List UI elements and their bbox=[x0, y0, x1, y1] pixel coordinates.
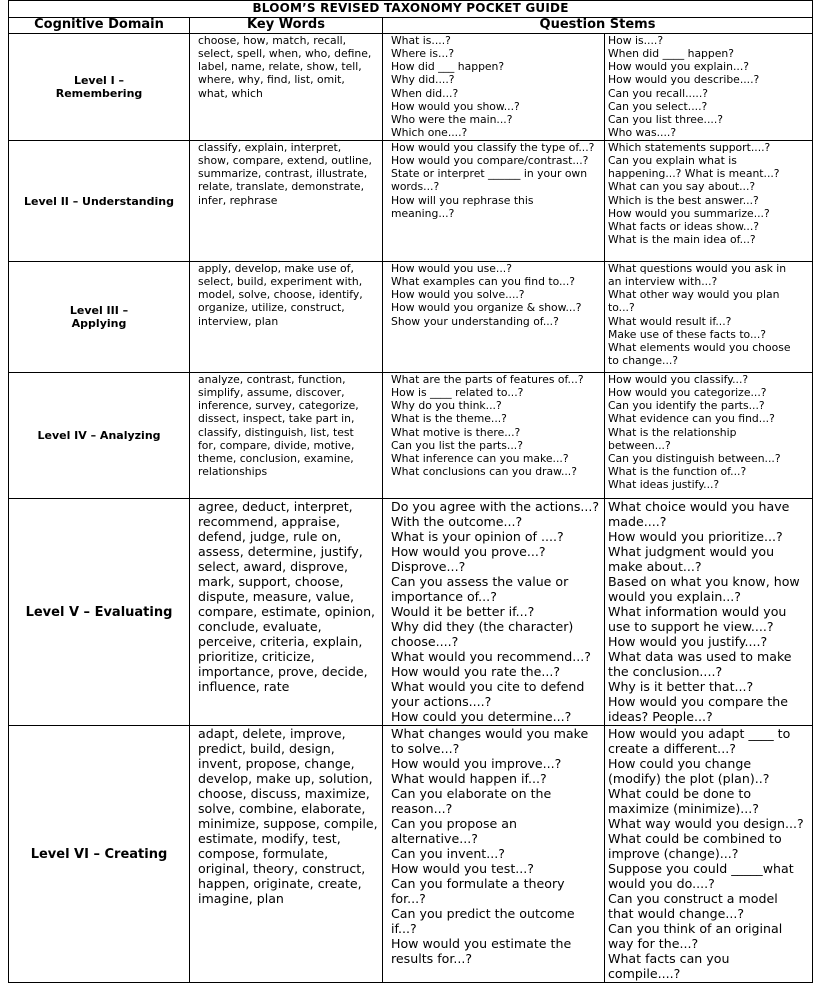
text-line: choose, discuss, maximize, bbox=[198, 786, 370, 801]
text-line: How would you improve...? bbox=[391, 756, 562, 771]
text-line: What judgment would you bbox=[608, 544, 775, 559]
text-line: How will you rephrase this bbox=[391, 193, 534, 207]
keywords-cell bbox=[190, 499, 383, 726]
text-line: With the outcome...? bbox=[391, 514, 523, 529]
text-line: alternative...? bbox=[391, 831, 478, 846]
text-line: organize, utilize, construct, bbox=[198, 301, 345, 315]
text-line: What motive is there...? bbox=[391, 425, 521, 439]
text-line: theme, conclusion, examine, bbox=[198, 451, 354, 465]
text-line: ideas? People...? bbox=[608, 709, 713, 724]
text-line: between...? bbox=[608, 438, 671, 452]
text-line: (modify) the plot (plan)..? bbox=[608, 771, 770, 786]
text-line: create a different...? bbox=[608, 741, 736, 756]
text-line: way for the...? bbox=[608, 936, 699, 951]
domain-cell bbox=[9, 499, 190, 726]
text-line: How would you prioritize...? bbox=[608, 529, 783, 544]
text-line: Can you select....? bbox=[608, 99, 708, 113]
text-line: inference, survey, categorize, bbox=[198, 399, 359, 413]
text-line: What facts or ideas show...? bbox=[608, 219, 760, 233]
text-line: What choice would you have bbox=[608, 499, 790, 514]
text-line: What is your opinion of ....? bbox=[391, 529, 564, 544]
text-line: What changes would you make bbox=[391, 726, 589, 741]
text-line: What would result if...? bbox=[608, 314, 732, 328]
text-line: Can you assess the value or bbox=[391, 574, 569, 589]
text-line: would you explain...? bbox=[608, 589, 741, 604]
text-line: Why is it better that...? bbox=[608, 679, 754, 694]
text-line: reason...? bbox=[391, 801, 453, 816]
text-line: happening...? What is meant...? bbox=[608, 167, 780, 181]
text-line: would you do....? bbox=[608, 876, 715, 891]
text-line: summarize, contrast, illustrate, bbox=[198, 167, 368, 181]
text-line: How would you solve....? bbox=[391, 288, 525, 302]
text-line: Can you formulate a theory bbox=[391, 876, 565, 891]
text-line: conclude, evaluate, bbox=[198, 619, 322, 634]
text-line: State or interpret ______ in your own bbox=[391, 167, 588, 181]
domain-cell bbox=[9, 726, 190, 983]
text-line: model, solve, choose, identify, bbox=[198, 288, 363, 302]
text-line: How did ___ happen? bbox=[391, 60, 505, 74]
text-line: apply, develop, make use of, bbox=[198, 262, 354, 275]
text-line: What conclusions can you draw...? bbox=[391, 465, 577, 479]
header-key-words: Key Words bbox=[190, 18, 383, 34]
text-line: influence, rate bbox=[198, 679, 290, 694]
domain-cell bbox=[9, 262, 190, 373]
question-stems-cell bbox=[605, 726, 813, 983]
text-line: to solve...? bbox=[391, 741, 460, 756]
text-line: Make use of these facts to...? bbox=[608, 327, 766, 341]
text-line: for...? bbox=[391, 891, 426, 906]
text-line: When did ____ happen? bbox=[608, 47, 734, 61]
text-line: mark, support, choose, bbox=[198, 574, 344, 589]
text-line: show, compare, extend, outline, bbox=[198, 154, 372, 168]
text-line: What is the theme...? bbox=[391, 412, 507, 426]
text-line: What information would you bbox=[608, 604, 787, 619]
domain-label: Level I – bbox=[73, 74, 125, 87]
text-line: How would you estimate the bbox=[391, 936, 572, 951]
text-line: original, theory, construct, bbox=[198, 861, 366, 876]
text-line: Can you list the parts...? bbox=[391, 438, 523, 452]
text-line: What could be combined to bbox=[608, 831, 782, 846]
text-line: What is the relationship bbox=[608, 425, 737, 439]
text-line: How would you prove...? bbox=[391, 544, 546, 559]
text-line: estimate, modify, test, bbox=[198, 831, 341, 846]
question-stems-cell bbox=[383, 262, 605, 373]
text-line: How would you classify...? bbox=[608, 373, 749, 386]
text-line: Who was....? bbox=[608, 126, 677, 140]
text-line: meaning...? bbox=[391, 206, 455, 220]
text-line: minimize, suppose, compile, bbox=[198, 816, 378, 831]
text-line: How would you use...? bbox=[391, 262, 512, 275]
text-line: Can you explain what is bbox=[608, 154, 737, 168]
text-line: that would change...? bbox=[608, 906, 745, 921]
text-line: where, why, find, list, omit, bbox=[198, 73, 345, 87]
text-line: compare, estimate, opinion, bbox=[198, 604, 376, 619]
text-line: relationships bbox=[198, 465, 268, 479]
text-line: select, build, experiment with, bbox=[198, 275, 363, 289]
question-stems-cell bbox=[605, 373, 813, 499]
keywords-cell bbox=[190, 373, 383, 499]
text-line: How would you summarize...? bbox=[608, 206, 770, 220]
header-question-stems: Question Stems bbox=[383, 18, 813, 34]
text-line: Do you agree with the actions...? bbox=[391, 499, 600, 514]
text-line: What are the parts of features of...? bbox=[391, 373, 584, 386]
text-line: Why did they (the character) bbox=[391, 619, 574, 634]
text-line: What way would you design...? bbox=[608, 816, 804, 831]
text-line: When did...? bbox=[391, 86, 459, 100]
text-line: compile....? bbox=[608, 966, 681, 981]
text-line: relate, translate, demonstrate, bbox=[198, 180, 364, 194]
text-line: How would you compare/contrast...? bbox=[391, 154, 589, 168]
text-line: the conclusion....? bbox=[608, 664, 723, 679]
level-row bbox=[9, 141, 813, 262]
text-line: dissect, inspect, take part in, bbox=[198, 412, 355, 426]
text-line: What ideas justify...? bbox=[608, 478, 720, 492]
text-line: What inference can you make...? bbox=[391, 451, 569, 465]
keywords-cell bbox=[190, 726, 383, 983]
question-stems-cell bbox=[383, 141, 605, 262]
text-line: What would happen if...? bbox=[391, 771, 547, 786]
text-line: predict, build, design, bbox=[198, 741, 335, 756]
text-line: Which is the best answer...? bbox=[608, 193, 759, 207]
domain-label: Level III – bbox=[69, 304, 129, 317]
domain-cell bbox=[9, 34, 190, 141]
text-line: your actions....? bbox=[391, 694, 492, 709]
text-line: if...? bbox=[391, 921, 417, 936]
text-line: How would you show...? bbox=[391, 99, 520, 113]
keywords-cell bbox=[190, 141, 383, 262]
text-line: choose....? bbox=[391, 634, 459, 649]
text-line: What can you say about...? bbox=[608, 180, 756, 194]
text-line: How would you test...? bbox=[391, 861, 534, 876]
text-line: Can you propose an bbox=[391, 816, 517, 831]
text-line: What would you cite to defend bbox=[391, 679, 585, 694]
text-line: What facts can you bbox=[608, 951, 730, 966]
text-line: importance of...? bbox=[391, 589, 497, 604]
text-line: choose, how, match, recall, bbox=[198, 34, 347, 47]
guide-title: BLOOM’S REVISED TAXONOMY POCKET GUIDE bbox=[9, 1, 813, 18]
text-line: How would you compare the bbox=[608, 694, 789, 709]
text-line: Who were the main...? bbox=[391, 112, 513, 126]
level-row bbox=[9, 373, 813, 499]
question-stems-cell bbox=[605, 262, 813, 373]
text-line: Can you identify the parts...? bbox=[608, 399, 765, 413]
text-line: Suppose you could _____what bbox=[608, 861, 794, 876]
text-line: What examples can you find to...? bbox=[391, 275, 576, 289]
text-line: Why did....? bbox=[391, 73, 455, 87]
text-line: Which one....? bbox=[391, 126, 468, 140]
text-line: Why do you think...? bbox=[391, 399, 502, 413]
domain-cell bbox=[9, 373, 190, 499]
domain-cell bbox=[9, 141, 190, 262]
level-row bbox=[9, 262, 813, 373]
text-line: words...? bbox=[391, 180, 440, 194]
text-line: to...? bbox=[608, 301, 635, 315]
text-line: compose, formulate, bbox=[198, 846, 329, 861]
text-line: What questions would you ask in bbox=[608, 262, 787, 275]
text-line: Disprove...? bbox=[391, 559, 466, 574]
text-line: classify, distinguish, list, test bbox=[198, 425, 354, 439]
text-line: How could you determine...? bbox=[391, 709, 572, 724]
keywords-cell bbox=[190, 34, 383, 141]
text-line: to change...? bbox=[608, 354, 679, 368]
question-stems-cell bbox=[605, 499, 813, 726]
text-line: What evidence can you find...? bbox=[608, 412, 775, 426]
text-line: infer, rephrase bbox=[198, 193, 278, 207]
text-line: How would you organize & show...? bbox=[391, 301, 582, 315]
text-line: Can you elaborate on the bbox=[391, 786, 552, 801]
text-line: How would you describe....? bbox=[608, 73, 760, 87]
domain-label: Level VI – Creating bbox=[30, 846, 168, 862]
text-line: make about...? bbox=[608, 559, 702, 574]
text-line: maximize (minimize)...? bbox=[608, 801, 759, 816]
text-line: Can you predict the outcome bbox=[391, 906, 575, 921]
text-line: select, spell, when, who, define, bbox=[198, 47, 372, 61]
text-line: What is the function of...? bbox=[608, 465, 747, 479]
text-line: Can you invent...? bbox=[391, 846, 505, 861]
text-line: label, name, relate, show, tell, bbox=[198, 60, 362, 74]
text-line: happen, originate, create, bbox=[198, 876, 362, 891]
text-line: Show your understanding of...? bbox=[391, 314, 559, 328]
text-line: How would you classify the type of...? bbox=[391, 141, 595, 154]
text-line: Based on what you know, how bbox=[608, 574, 800, 589]
question-stems-cell bbox=[383, 373, 605, 499]
pocket-guide bbox=[8, 0, 812, 983]
text-line: develop, make up, solution, bbox=[198, 771, 373, 786]
level-rows bbox=[9, 34, 813, 983]
text-line: recommend, appraise, bbox=[198, 514, 340, 529]
text-line: Where is...? bbox=[391, 47, 455, 61]
domain-label: Level II – Understanding bbox=[24, 194, 174, 208]
text-line: results for...? bbox=[391, 951, 473, 966]
text-line: importance, prove, decide, bbox=[198, 664, 368, 679]
keywords-cell bbox=[190, 262, 383, 373]
text-line: How would you rate the...? bbox=[391, 664, 561, 679]
text-line: Which statements support....? bbox=[608, 141, 771, 154]
text-line: interview, plan bbox=[198, 314, 279, 328]
level-row bbox=[9, 499, 813, 726]
text-line: assess, determine, justify, bbox=[198, 544, 363, 559]
text-line: Can you think of an original bbox=[608, 921, 783, 936]
text-line: select, award, disprove, bbox=[198, 559, 348, 574]
text-line: How would you explain...? bbox=[608, 60, 750, 74]
taxonomy-table bbox=[8, 0, 813, 983]
level-row bbox=[9, 34, 813, 141]
text-line: classify, explain, interpret, bbox=[198, 141, 342, 154]
text-line: improve (change)...? bbox=[608, 846, 739, 861]
domain-label: Remembering bbox=[55, 87, 143, 100]
question-stems-cell bbox=[383, 726, 605, 983]
question-stems-cell bbox=[605, 34, 813, 141]
text-line: prioritize, criticize, bbox=[198, 649, 315, 664]
text-line: Can you distinguish between...? bbox=[608, 451, 781, 465]
text-line: What is....? bbox=[391, 34, 451, 47]
text-line: agree, deduct, interpret, bbox=[198, 499, 353, 514]
text-line: for, compare, divide, motive, bbox=[198, 438, 355, 452]
text-line: perceive, criteria, explain, bbox=[198, 634, 363, 649]
text-line: made....? bbox=[608, 514, 667, 529]
question-stems-cell bbox=[383, 499, 605, 726]
text-line: What data was used to make bbox=[608, 649, 792, 664]
header-cognitive-domain: Cognitive Domain bbox=[9, 18, 190, 34]
text-line: Can you construct a model bbox=[608, 891, 778, 906]
text-line: Can you recall.....? bbox=[608, 86, 708, 100]
text-line: what, which bbox=[198, 86, 263, 100]
text-line: How could you change bbox=[608, 756, 752, 771]
text-line: solve, combine, elaborate, bbox=[198, 801, 366, 816]
text-line: What is the main idea of...? bbox=[608, 233, 756, 247]
text-line: dispute, measure, value, bbox=[198, 589, 355, 604]
text-line: How would you adapt ____ to bbox=[608, 726, 791, 741]
text-line: imagine, plan bbox=[198, 891, 284, 906]
text-line: How would you justify....? bbox=[608, 634, 768, 649]
text-line: defend, judge, rule on, bbox=[198, 529, 342, 544]
text-line: How is....? bbox=[608, 34, 664, 47]
text-line: Can you list three....? bbox=[608, 112, 724, 126]
domain-label: Level V – Evaluating bbox=[25, 604, 173, 620]
text-line: an interview with...? bbox=[608, 275, 718, 289]
text-line: What would you recommend...? bbox=[391, 649, 591, 664]
text-line: What could be done to bbox=[608, 786, 752, 801]
domain-label: Applying bbox=[71, 317, 127, 330]
level-row bbox=[9, 726, 813, 983]
domain-label: Level IV – Analyzing bbox=[37, 429, 161, 442]
text-line: adapt, delete, improve, bbox=[198, 726, 346, 741]
text-line: How would you categorize...? bbox=[608, 386, 767, 400]
text-line: simplify, assume, discover, bbox=[198, 386, 345, 400]
question-stems-cell bbox=[605, 141, 813, 262]
text-line: invent, propose, change, bbox=[198, 756, 355, 771]
text-line: What elements would you choose bbox=[608, 340, 791, 354]
question-stems-cell bbox=[383, 34, 605, 141]
text-line: How is ____ related to...? bbox=[391, 386, 524, 400]
text-line: analyze, contrast, function, bbox=[198, 373, 346, 386]
text-line: What other way would you plan bbox=[608, 288, 780, 302]
text-line: Would it be better if...? bbox=[391, 604, 535, 619]
text-line: use to support he view....? bbox=[608, 619, 774, 634]
